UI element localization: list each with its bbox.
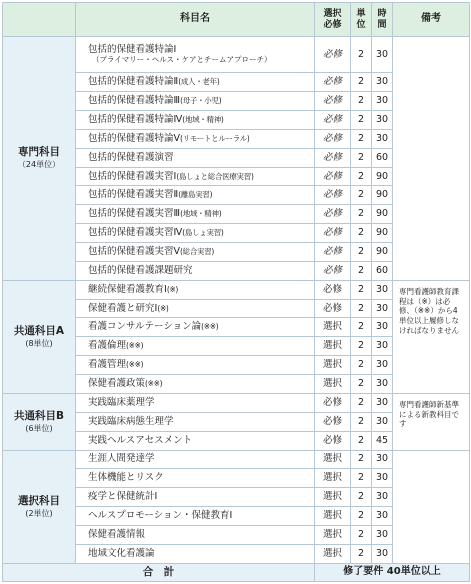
credits-cell: 2 [351,111,372,130]
notes-cell [393,450,470,564]
subject-title: 包括的保健看護実習Ⅱ [88,189,179,201]
requirement-cell: 必修 [315,73,351,92]
credits-cell: 2 [351,337,372,356]
subject-suffix: (リモートとルーラル) [180,133,250,143]
credits-cell: 2 [351,299,372,318]
subject-cell [76,261,315,280]
subject-cell [76,469,315,488]
subject-suffix: (成人・老年) [178,77,220,87]
requirement-cell: 必修 [315,393,351,412]
credits-cell: 2 [351,412,372,431]
subject-suffix: (離島実習) [178,190,213,200]
subject-title: 保健看護と研究Ⅰ [88,302,158,314]
curriculum-table [2,2,470,582]
subject-cell [76,299,315,318]
hours-cell: 30 [372,450,393,469]
credits-cell: 2 [351,375,372,394]
subject-title: 地域文化看護論 [88,547,155,559]
requirement-cell: 選択 [315,507,351,526]
credits-cell: 2 [351,148,372,167]
subject-title: 継続保健看護教育Ⅰ [88,283,167,295]
group-cell [3,37,76,281]
subject-suffix: (総合実習) [180,246,215,256]
subject-title: 看護コンサルテーション論 [88,321,202,333]
subject-cell [76,243,315,262]
subject-cell [76,37,315,73]
subject-cell [76,450,315,469]
subject-title: 包括的保健看護特論Ⅴ [88,132,180,144]
requirement-cell: 必修 [315,431,351,450]
subject-title: 看護管理 [88,359,127,371]
credits-cell: 2 [351,167,372,186]
subject-cell [76,224,315,243]
requirement-cell: 選択 [315,337,351,356]
subject-cell [76,318,315,337]
subject-title: 保健看護政策 [88,378,146,389]
subject-cell [76,205,315,224]
requirement-cell: 選択 [315,544,351,563]
subject-title: 包括的保健看護実習Ⅲ [88,208,181,220]
credits-cell: 2 [351,469,372,488]
table-row [3,450,470,469]
credits-cell: 2 [351,205,372,224]
subject-title: 実践臨床薬理学 [88,396,155,408]
subject-title: 看護倫理 [88,340,127,352]
requirement-cell: 選択 [315,318,351,337]
table-row [3,280,470,299]
subject-title: 包括的保健看護実習Ⅳ [88,227,183,239]
subject-title: 実践臨床病態生理学 [88,415,174,427]
subject-suffix: (地域・精神) [182,114,224,124]
requirement-cell: 選択 [315,450,351,469]
subject-cell [76,412,315,431]
hours-cell: 45 [372,431,393,450]
group-cell [3,450,76,564]
subject-title: 包括的保健看護課題研究 [88,264,193,276]
requirement-cell: 必修 [315,92,351,111]
hours-cell: 30 [372,73,393,92]
hours-cell: 90 [372,186,393,205]
requirement-cell: 必修 [315,129,351,148]
hours-cell: 30 [372,544,393,563]
group-credits: (2単位) [25,508,53,518]
header-credits: 単 位 [351,3,372,37]
subject-suffix: (地域・精神) [180,209,222,219]
requirement-cell: 必修 [315,299,351,318]
subject-suffix: (※※) [126,360,144,370]
group-cell [3,393,76,450]
subject-cell [76,129,315,148]
notes-cell: 専門看護師新基準による新教科目です [393,393,470,450]
requirement-cell: 必修 [315,412,351,431]
hours-cell: 60 [372,261,393,280]
hours-cell: 30 [372,393,393,412]
credits-cell: 2 [351,37,372,73]
subject-suffix: (※※) [126,341,144,351]
subject-suffix: (※※) [201,322,219,332]
subject-suffix: (母子・小児) [180,96,222,106]
credits-cell: 2 [351,261,372,280]
subject-cell [76,337,315,356]
credits-cell: 2 [351,544,372,563]
header-select: 選択 必修 [315,3,351,37]
table-body [3,37,470,564]
header-hours: 時 間 [372,3,393,37]
subject-title: 包括的保健看護実習Ⅰ [88,170,177,182]
subject-title: 包括的保健看護特論Ⅱ [88,76,179,88]
subject-cell [76,92,315,111]
credits-cell: 2 [351,507,372,526]
hours-cell: 30 [372,507,393,526]
group-name: 専門科目 [18,146,60,159]
credits-cell: 2 [351,488,372,507]
subject-suffix: (島しょと総合医療実習) [176,171,254,181]
group-cell [3,280,76,393]
total-value: 修了要件 40単位以上 [315,564,470,582]
group-name: 選択科目 [18,494,60,507]
subject-cell [76,148,315,167]
credits-cell: 2 [351,186,372,205]
header-row [3,3,470,37]
credits-cell: 2 [351,224,372,243]
hours-cell: 30 [372,469,393,488]
subject-cell [76,280,315,299]
subject-subtitle: （プライマリー・ヘルス・ケアとチームアプローチ） [92,55,272,65]
hours-cell: 30 [372,318,393,337]
subject-cell [76,525,315,544]
notes-cell [393,37,470,281]
credits-cell: 2 [351,129,372,148]
subject-cell [76,544,315,563]
group-credits: (6単位) [25,423,53,433]
credits-cell: 2 [351,525,372,544]
requirement-cell: 必修 [315,111,351,130]
table-row [3,37,470,73]
hours-cell: 90 [372,224,393,243]
requirement-cell: 必修 [315,148,351,167]
subject-title: 疫学と保健統計Ⅰ [88,491,158,503]
credits-cell: 2 [351,73,372,92]
hours-cell: 30 [372,412,393,431]
header-blank [3,3,76,37]
group-name: 共通科目B [13,409,64,422]
credits-cell: 2 [351,280,372,299]
total-label: 合 計 [3,564,315,582]
group-credits: （24単位） [17,160,61,170]
hours-cell: 30 [372,299,393,318]
subject-cell [76,431,315,450]
hours-cell: 90 [372,243,393,262]
hours-cell: 30 [372,525,393,544]
subject-title: 生涯人間発達学 [88,453,155,465]
subject-cell [76,507,315,526]
total-row [3,564,470,582]
notes-cell: 専門看護師教育課程は（※）は必修、（※※）から4単位以上履修しなければなりません [393,280,470,393]
hours-cell: 30 [372,92,393,111]
hours-cell: 30 [372,375,393,394]
subject-title: ヘルスプロモーション・保健教育Ⅰ [88,510,233,522]
hours-cell: 30 [372,337,393,356]
subject-title: 包括的保健看護演習 [88,151,174,163]
subject-title: 包括的保健看護特論Ⅲ [88,95,181,107]
hours-cell: 90 [372,167,393,186]
requirement-cell: 選択 [315,356,351,375]
hours-cell: 30 [372,280,393,299]
requirement-cell: 必修 [315,205,351,224]
credits-cell: 2 [351,92,372,111]
subject-cell [76,488,315,507]
subject-cell [76,375,315,394]
header-subject: 科目名 [76,3,315,37]
table-row [3,393,470,412]
subject-cell [76,186,315,205]
credits-cell: 2 [351,450,372,469]
group-credits: (8単位) [25,338,53,348]
requirement-cell: 選択 [315,469,351,488]
subject-cell [76,73,315,92]
requirement-cell: 選択 [315,488,351,507]
subject-title: 実践ヘルスアセスメント [88,434,193,446]
subject-suffix: (※) [166,284,179,294]
requirement-cell: 必修 [315,167,351,186]
hours-cell: 30 [372,356,393,375]
hours-cell: 60 [372,148,393,167]
requirement-cell: 選択 [315,525,351,544]
requirement-cell: 選択 [315,375,351,394]
credits-cell: 2 [351,356,372,375]
requirement-cell: 必修 [315,280,351,299]
group-name: 共通科目A [13,324,65,337]
subject-suffix: (島しょ実習) [182,228,224,238]
hours-cell: 90 [372,205,393,224]
subject-suffix: (※) [157,303,169,313]
subject-title: 包括的保健看護特論Ⅰ [88,44,177,56]
hours-cell: 30 [372,37,393,73]
credits-cell: 2 [351,393,372,412]
subject-suffix: (※※) [145,379,163,388]
subject-cell [76,111,315,130]
credits-cell: 2 [351,243,372,262]
subject-cell [76,356,315,375]
credits-cell: 2 [351,318,372,337]
header-notes: 備考 [393,3,470,37]
requirement-cell: 必修 [315,261,351,280]
subject-title: 保健看護情報 [88,528,146,540]
requirement-cell: 必修 [315,37,351,73]
subject-title: 包括的保健看護実習Ⅴ [88,245,180,257]
subject-title: 包括的保健看護特論Ⅳ [88,113,183,125]
hours-cell: 30 [372,488,393,507]
requirement-cell: 必修 [315,243,351,262]
requirement-cell: 必修 [315,186,351,205]
subject-title: 生体機能とリスク [88,472,164,484]
requirement-cell: 必修 [315,224,351,243]
hours-cell: 30 [372,129,393,148]
credits-cell: 2 [351,431,372,450]
subject-cell [76,167,315,186]
hours-cell: 30 [372,111,393,130]
subject-cell [76,393,315,412]
